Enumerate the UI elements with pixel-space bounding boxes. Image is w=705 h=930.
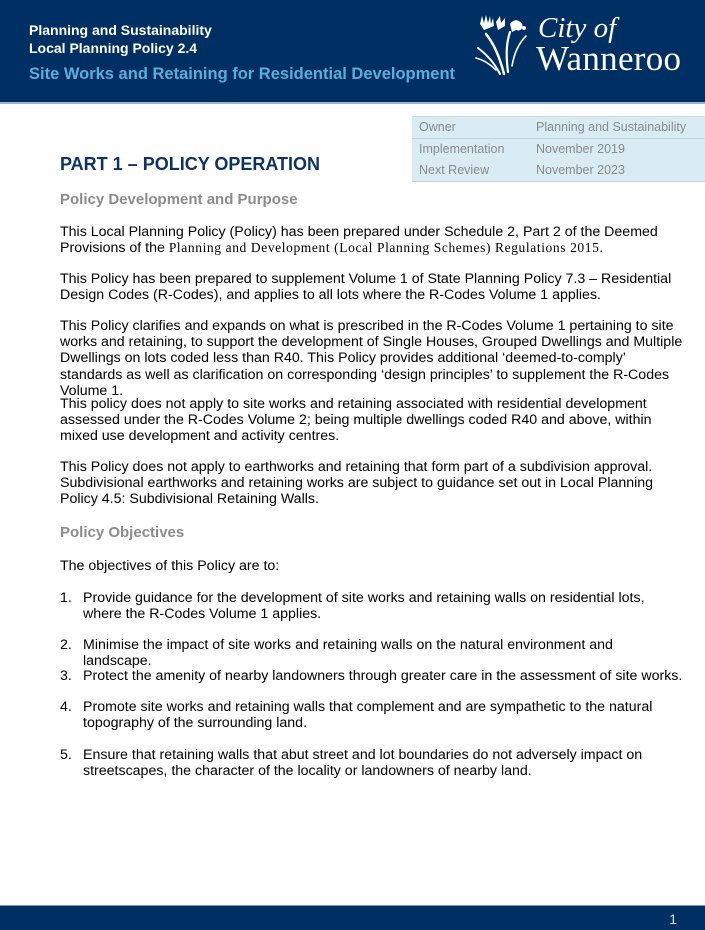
policy-title: Site Works and Retaining for Residential Development <box>29 65 456 83</box>
paragraph <box>60 224 690 256</box>
meta-value: November 2023 <box>529 160 705 182</box>
objective-number: 4. <box>60 699 72 715</box>
part-title: PART 1 – POLICY OPERATION <box>60 154 321 174</box>
meta-label: Implementation <box>412 139 529 161</box>
objective-number: 5. <box>60 747 72 763</box>
paragraph: This Policy has been prepared to supplement Volume 1 of State Planning Policy 7.3 – Residential Design Codes (R-Codes), and applies to all lots where the R-Codes Volume 1 applies. <box>60 271 672 304</box>
paragraph-text: This Local Planning Policy (Policy) has been prepared under Schedule 2, Part 2 of the Deemed Provisions of the <box>60 224 658 257</box>
meta-row-owner <box>412 117 705 139</box>
department-name: Planning and Sustainability <box>29 22 212 38</box>
meta-row-implementation <box>412 139 705 161</box>
objective-text: Ensure that retaining walls that abut street and lot boundaries do not adversely impact on streetscapes, the character of the locality or landowners of nearby land. <box>83 747 643 780</box>
objective-number: 3. <box>60 668 72 684</box>
header-divider <box>0 102 705 104</box>
paragraph: This policy does not apply to site works and retaining associated with residential development assessed under the R-Codes Volume 2; being multiple dwellings coded R40 and above, within mixed use development and activity centres. <box>60 396 652 445</box>
page-header <box>0 0 705 102</box>
section-heading-purpose: Policy Development and Purpose <box>60 191 298 208</box>
meta-value: Planning and Sustainability <box>529 117 705 139</box>
objective-text: Promote site works and retaining walls that complement and are sympathetic to the natural topography of the surrounding land. <box>83 699 653 732</box>
page-footer <box>0 905 705 930</box>
section-heading-objectives: Policy Objectives <box>60 524 185 541</box>
objective-number: 1. <box>60 590 72 606</box>
meta-row-next-review <box>412 160 705 182</box>
meta-label: Next Review <box>412 160 529 182</box>
objective-text: Provide guidance for the development of site works and retaining walls on residential lots, where the R-Codes Volume 1 applies. <box>83 590 645 623</box>
page-number: 1 <box>669 911 677 927</box>
objective-text: Protect the amenity of nearby landowners through greater care in the assessment of site works. <box>83 668 683 684</box>
city-of-wanneroo-logo <box>474 12 694 78</box>
regulation-reference: Planning and Development (Local Planning Schemes) Regulations 2015. <box>168 240 604 256</box>
paragraph: This Policy clarifies and expands on what is prescribed in the R-Codes Volume 1 pertaining to site works and retaining, to support the development of Single Houses, Grouped Dwellings and Multiple Dwellings on lots coded less than R40. This Policy provides additional ‘deemed-to-comply’ standards as well as clarification on corresponding ‘design principles’ to supplement the R-Codes Volume 1. <box>60 318 683 399</box>
kangaroo-paw-icon <box>474 14 532 76</box>
logo-text-wanneroo: Wanneroo <box>536 39 682 78</box>
objective-number: 2. <box>60 637 72 653</box>
meta-label: Owner <box>412 117 529 139</box>
objectives-intro: The objectives of this Policy are to: <box>60 558 280 574</box>
policy-meta-table <box>412 116 705 182</box>
policy-number: Local Planning Policy 2.4 <box>29 40 198 56</box>
paragraph: This Policy does not apply to earthworks and retaining that form part of a subdivision approval. Subdivisional earthworks and retaining works are subject to guidance set out in Local Planning Policy 4.5: Subdivisional Retaining Walls. <box>60 459 654 508</box>
objective-text: Minimise the impact of site works and retaining walls on the natural environment and landscape. <box>83 637 613 670</box>
logo-text-city-of: City of <box>538 12 617 44</box>
meta-value: November 2019 <box>529 139 705 161</box>
